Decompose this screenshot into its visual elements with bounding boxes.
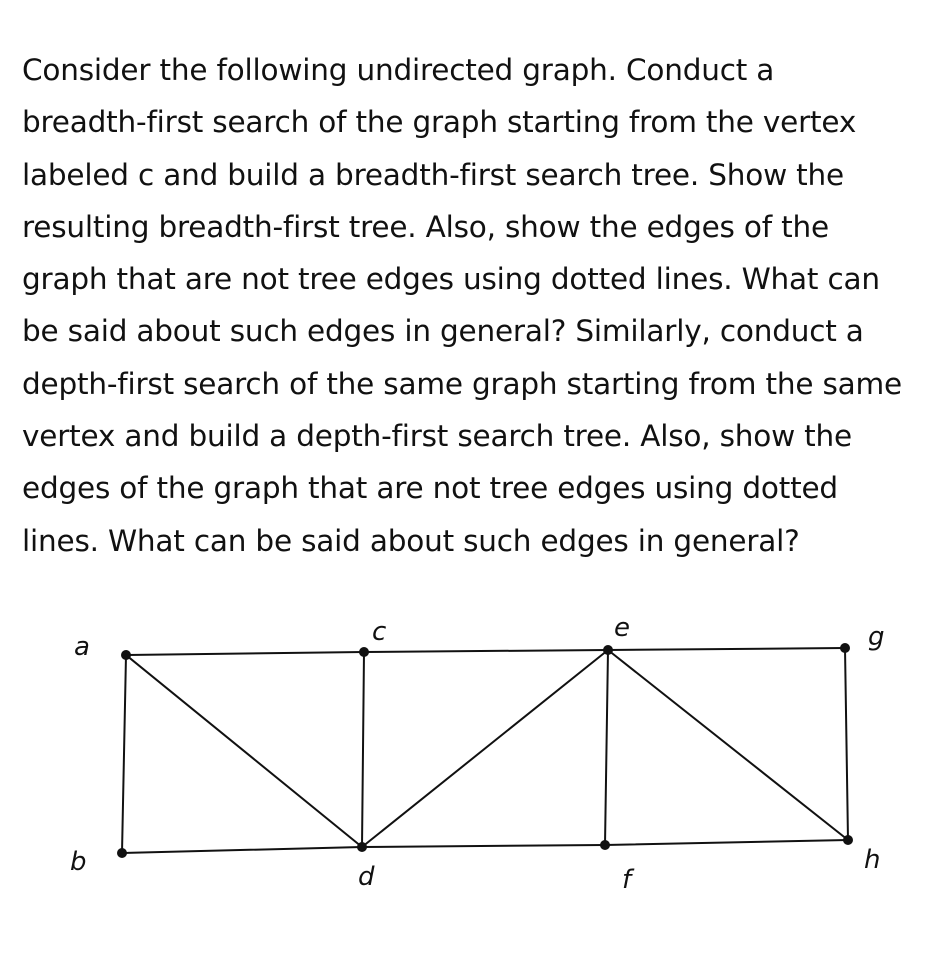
graph-vertices [117,643,853,858]
vertex-c-dot [359,647,369,657]
question-line: edges of the graph that are not tree edges using dotted [22,471,838,506]
question-line: vertex and build a depth-first search tree. Also, show the [22,419,852,454]
edge-b-d [122,847,362,853]
edge-e-f [605,650,608,845]
vertex-a-dot [121,650,131,660]
vertex-h-label: h [864,845,881,875]
edge-a-c [126,652,364,655]
vertex-d-dot [357,842,367,852]
question-line: Consider the following undirected graph. Conduct a [22,53,775,87]
vertex-f-dot [600,840,610,850]
vertex-d-label: d [358,862,375,892]
question-line: resulting breadth-first tree. Also, show the edges of the [22,209,829,244]
graph-edges [122,648,848,853]
vertex-b-label: b [70,847,87,877]
question-line: lines. What can be said about such edges in general? [22,523,800,558]
edge-c-d [362,652,364,847]
question-text [22,44,938,567]
vertex-g-dot [840,643,850,653]
vertex-g-label: g [868,622,885,652]
vertex-c-label: c [372,617,387,647]
vertex-e-dot [603,645,613,655]
question-line: labeled c and build a breadth-first search tree. Show the [22,157,844,192]
vertex-h-dot [843,835,853,845]
edge-d-e [362,650,608,847]
edge-e-h [608,650,848,840]
vertex-f-label: f [622,865,632,895]
vertex-e-label: e [614,613,630,643]
question-line: graph that are not tree edges using dotted lines. What can [22,262,880,297]
graph-svg [0,590,940,910]
question-line: breadth-first search of the graph starting from the vertex [22,105,857,140]
vertex-a-label: a [74,632,90,662]
edge-g-h [845,648,848,840]
edge-a-d [126,655,362,847]
vertex-b-dot [117,848,127,858]
question-line: be said about such edges in general? Similarly, conduct a [22,314,864,349]
graph-figure [0,590,940,910]
edge-f-h [605,840,848,845]
edge-d-f [362,845,605,847]
question-line: depth-first search of the same graph starting from the same [22,366,902,401]
edge-c-e [364,650,608,652]
edge-a-b [122,655,126,853]
edge-e-g [608,648,845,650]
